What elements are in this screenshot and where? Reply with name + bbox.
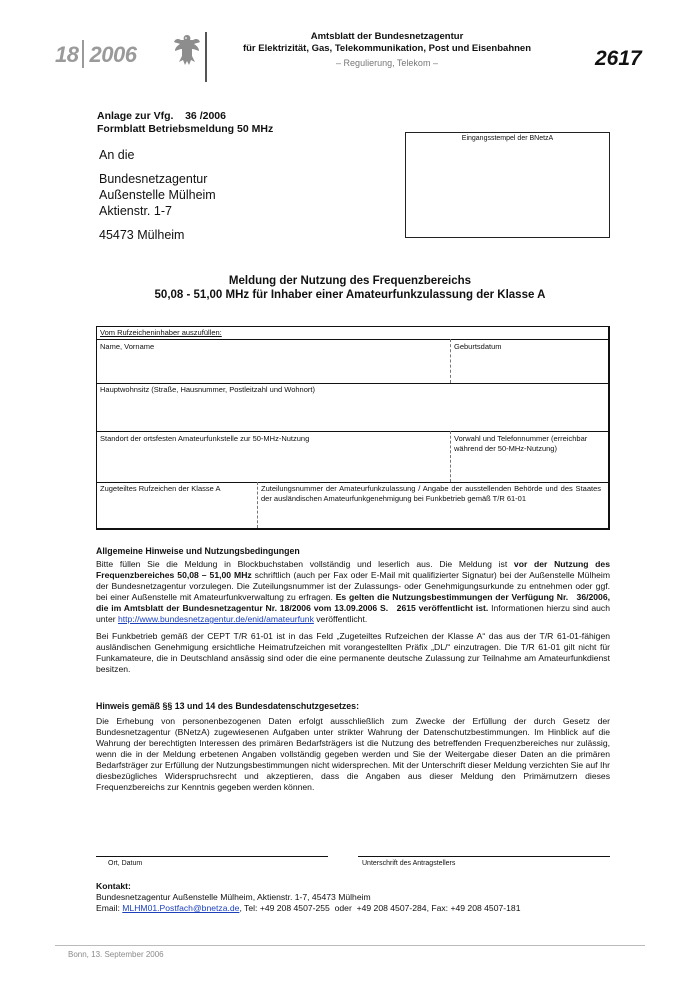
residence-field[interactable]: Hauptwohnsitz (Straße, Hausnummer, Postleitzahl und Wohnort)	[100, 385, 315, 394]
phone-field[interactable]: Vorwahl und Telefonnummer (erreichbar während der 50-MHz-Nutzung)	[454, 434, 588, 453]
gazette-subtitle: – Regulierung, Telekom –	[336, 58, 438, 68]
general-notes: Allgemeine Hinweise und Nutzungsbedingungen Bitte füllen Sie die Meldung in Blockbuchstaben vollständig und leserlich aus. Die Meldung ist vor der Nutzung des Frequenzbereiches 50,08 – 51,00 MHz schriftlich (auch per Fax oder E-Mail mit qualifizierter Signatur) bei der Außenstelle Mülheim der Bundesnetzagentur vorzulegen. Die Zuteilungsnummer ist der Zulassungs- oder Genehmigungsurkunde zu entnehmen oder ggf. bei einer Außenstelle mit Amateurfunkverwaltung zu erfragen. Es gelten die Nutzungsbestimmungen der Verfügung Nr. 36/2006, die im Amtsblatt der Bundesnetzagentur Nr. 18/2006 vom 13.09.2006 S. 2615 veröffentlicht ist. Informationen hierzu sind auch unter http://www.bundesnetzagentur.de/enid/amateurfunk veröffentlicht. Bei Funkbetrieb gemäß der CEPT T/R 61-01 ist in das Feld „Zugeteiltes Rufzeichen der Klasse A“ das aus der T/R 61-01-fähigen ausländischen Genehmigung ersichtliche Heimatrufzeichen mit vorangestellten Präfix „DL/“ einzutragen. Die T/R 61-01 gilt nicht für Funkamateure, die in Deutschland ansässig sind oder die eine permanente deutsche Zulassung zur Teilnahme am Amateurfunkdienst besitzen.	[96, 546, 613, 674]
footer-date: Bonn, 13. September 2006	[68, 950, 164, 959]
license-number-field[interactable]: Zuteilungsnummer der Amateurfunkzulassung / Angabe der ausstellenden Behörde und des Staates der ausländischen Amateurfunkgenehmigung bei Funkbetrieb gemäß T/R 61-01	[261, 484, 601, 503]
callsign-field[interactable]: Zugeteiltes Rufzeichen der Klasse A	[100, 484, 221, 493]
place-date-line[interactable]	[96, 856, 328, 857]
general-notes-title: Allgemeine Hinweise und Nutzungsbedingungen	[96, 546, 300, 556]
signature-label: Unterschrift des Antragstellers	[362, 860, 456, 867]
privacy-notice: Hinweis gemäß §§ 13 und 14 des Bundesdatenschutzgesetzes: Die Erhebung von personenbezogenen Daten erfolgt ausschließlich zum Zwecke der Erfüllung der durch Gesetz der Bundesnetzagentur (BNetzA) zugewiesenen Aufgaben unter strikter Wahrung der Datenschutzbestimmungen. Im Hinblick auf die Wahrung der berechtigten Interessen des primären Bedarfsträgers ist die Nutzung des betreffenden Frequenzbereiches nur zulässig, wenn die in der Meldung erbetenen Angaben vollständig gegeben werden und Sie der Weitergabe dieser Daten an die primären Bedarfsträger zur Erfüllung der Nutzungsbestimmungen nicht widersprechen. Mit der Unterschrift dieser Meldung verzichten Sie auf Ihr diesbezügliches Widerspruchsrecht und akzeptieren, dass die Angaben aus dieser Meldung den Primärnutzern dieses Frequenzbereichs zur Kenntnis gegeben werden können.	[96, 701, 610, 792]
amateurfunk-link[interactable]: http://www.bundesnetzagentur.de/enid/amateurfunk	[117, 614, 314, 624]
footer-divider	[55, 945, 645, 946]
registration-form	[96, 326, 610, 530]
issue-number: 18 2006	[55, 42, 137, 67]
email-link[interactable]: MLHM01.Postfach@bnetza.de	[122, 903, 240, 913]
page-number: 2617	[595, 47, 642, 70]
privacy-title: Hinweis gemäß §§ 13 und 14 des Bundesdatenschutzgesetzes:	[96, 701, 360, 711]
name-field[interactable]: Name, Vorname	[100, 342, 155, 351]
birthdate-field[interactable]: Geburtsdatum	[454, 342, 502, 351]
form-heading: Meldung der Nutzung des Frequenzbereichs 50,08 - 51,00 MHz für Inhaber einer Amateurfunkzulassung der Klasse A	[154, 275, 546, 301]
contact-block: Kontakt: Bundesnetzagentur Außenstelle Mülheim, Aktienstr. 1-7, 45473 Mülheim Email: MLHM01.Postfach@bnetza.de, Tel: +49 208 4507-255 oder +49 208 4507-284, Fax: +49 208 4507-181	[96, 881, 521, 913]
federal-eagle-icon	[172, 32, 202, 68]
station-location-field[interactable]: Standort der ortsfesten Amateurfunkstelle zur 50-MHz-Nutzung	[100, 434, 310, 443]
gazette-title: Amtsblatt der Bundesnetzagentur für Elektrizität, Gas, Telekommunikation, Post und Eisenbahnen	[242, 31, 532, 54]
receipt-stamp-box: Eingangsstempel der BNetzA	[405, 132, 610, 238]
attachment-reference: Anlage zur Vfg. 36 /2006 Formblatt Betriebsmeldung 50 MHz	[97, 110, 274, 135]
header-divider	[205, 32, 207, 82]
recipient-address: An die Bundesnetzagentur Außenstelle Mülheim Aktienstr. 1-7 45473 Mülheim	[99, 148, 216, 242]
signature-line[interactable]	[358, 856, 610, 857]
place-date-label: Ort, Datum	[108, 860, 143, 867]
form-intro: Vom Rufzeicheninhaber auszufüllen:	[100, 328, 222, 337]
